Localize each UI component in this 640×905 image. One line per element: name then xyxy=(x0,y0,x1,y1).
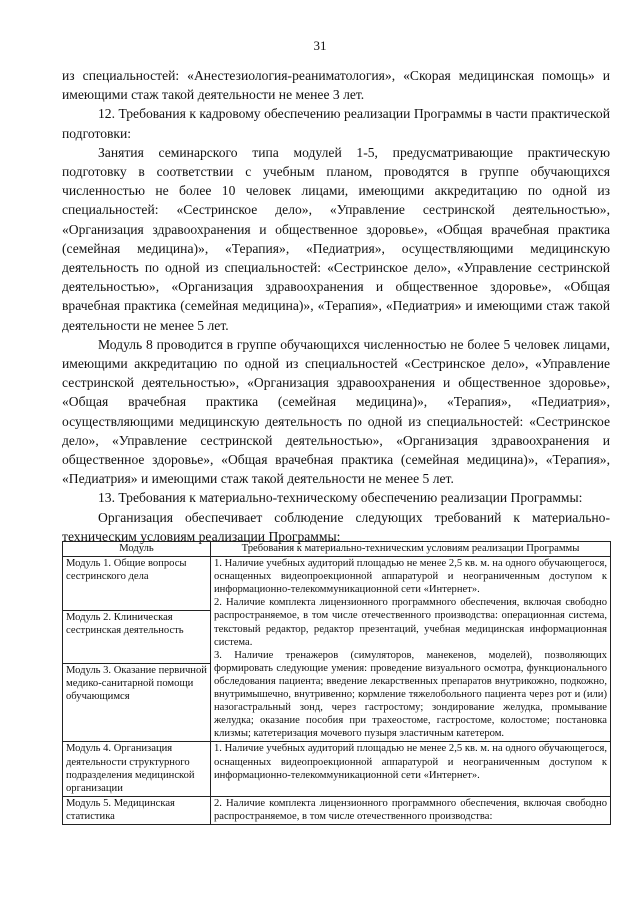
module-cell: Модуль 3. Оказание первичной медико-санитарной помощи обучающимся xyxy=(63,664,211,742)
paragraph-organization: Организация обеспечивает соблюдение следующих требований к материально-техническим условиям реализации Программы: xyxy=(62,509,610,544)
module-cell: Модуль 5. Медицинская статистика xyxy=(63,796,211,824)
table-row xyxy=(63,796,611,824)
module-cell: Модуль 4. Организация деятельности структурного подразделения медицинской организации xyxy=(63,742,211,796)
paragraph-section-12: 12. Требования к кадровому обеспечению реализации Программы в части практической подготовки: xyxy=(62,106,610,141)
table-row xyxy=(63,742,611,796)
requirements-cell: 2. Наличие комплекта лицензионного программного обеспечения, включая свободно распространяемое, в том числе отечественного производства: xyxy=(211,796,611,824)
requirements-table xyxy=(62,541,611,825)
module-cell: Модуль 1. Общие вопросы сестринского дела xyxy=(63,557,211,610)
paragraph-continuation: из специальностей: «Анестезиология-реаниматология», «Скорая медицинская помощь» и имеющими стаж такой деятельности не менее 3 лет. xyxy=(62,68,610,103)
requirements-cell: 1. Наличие учебных аудиторий площадью не менее 2,5 кв. м. на одного обучающегося, оснащенных видеопроекционной аппаратурой и неограниченным доступом к информационно-телекоммуникационной сети «Интернет». xyxy=(211,742,611,796)
page-number: 31 xyxy=(313,38,327,53)
header-requirements: Требования к материально-техническим условиям реализации Программы xyxy=(211,542,611,557)
header-module: Модуль xyxy=(63,542,211,557)
paragraph-seminar-classes: Занятия семинарского типа модулей 1-5, предусматривающие практическую подготовку в соответствии с учебным планом, проводятся в группе обучающихся численностью не более 10 человек лицами, имеющими аккредитацию по одной из специальностей: «Сестринское дело», «Управление сестринской деятельностью», «Организация здравоохранения и общественное здоровье», «Общая врачебная практика (семейная медицина)», «Терапия», «Педиатрия», осуществляющими медицинскую деятельность по одной из специальностей: «Сестринское дело», «Управление сестринской деятельностью», «Организация здравоохранения и общественное здоровье», «Общая врачебная практика (семейная медицина)», «Терапия», «Педиатрия» и имеющими стаж такой деятельности не менее 5 лет. xyxy=(62,144,610,333)
document-body xyxy=(62,66,610,546)
paragraph-module-8: Модуль 8 проводится в группе обучающихся численностью не более 5 человек лицами, имеющими аккредитацию по одной из специальностей «Сестринское дело», «Управление сестринской деятельностью», «Организация здравоохранения и общественное здоровье», «Общая врачебная практика (семейная медицина)», «Терапия», «Педиатрия», осуществляющими медицинскую деятельность по одной из специальностей: «Сестринское дело», «Управление сестринской деятельностью», «Организация здравоохранения и общественное здоровье», «Общая врачебная практика (семейная медицина)», «Терапия», «Педиатрия» и имеющими стаж такой деятельности не менее 5 лет. xyxy=(62,336,610,487)
module-cell: Модуль 2. Клиническая сестринская деятельность xyxy=(63,610,211,663)
requirement-item: 1. Наличие учебных аудиторий площадью не менее 2,5 кв. м. на одного обучающегося, оснащенных видеопроекционной аппаратурой и неограниченным доступом к информационно-телекоммуникационной сети «Интернет». xyxy=(214,558,607,596)
requirements-cell xyxy=(211,557,611,742)
paragraph-section-13: 13. Требования к материально-техническому обеспечению реализации Программы: xyxy=(98,490,583,506)
table-row xyxy=(63,557,611,610)
table-header-row xyxy=(63,542,611,557)
requirement-item: 3. Наличие тренажеров (симуляторов, манекенов, моделей), позволяющих формировать следующие умения: проведение визуального осмотра, функционального обследования пациента; введение лекарственных препаратов внутрикожно, подкожно, внутримышечно, внутривенно; кормление тяжелобольного пациента через рот и (или) назогастральный зонд, через гастростому; зондирование желудка, промывание желудка; оказание пособия при трахеостоме, гастростоме, колостоме; постановка клизмы; катетеризация мочевого пузыря эластичным катетером. xyxy=(214,649,607,740)
requirement-item: 2. Наличие комплекта лицензионного программного обеспечения, включая свободно распространяемое, в том числе отечественного производства: операционная система, текстовый редактор, редактор презентаций, учебная медицинская информационная система. xyxy=(214,597,607,648)
